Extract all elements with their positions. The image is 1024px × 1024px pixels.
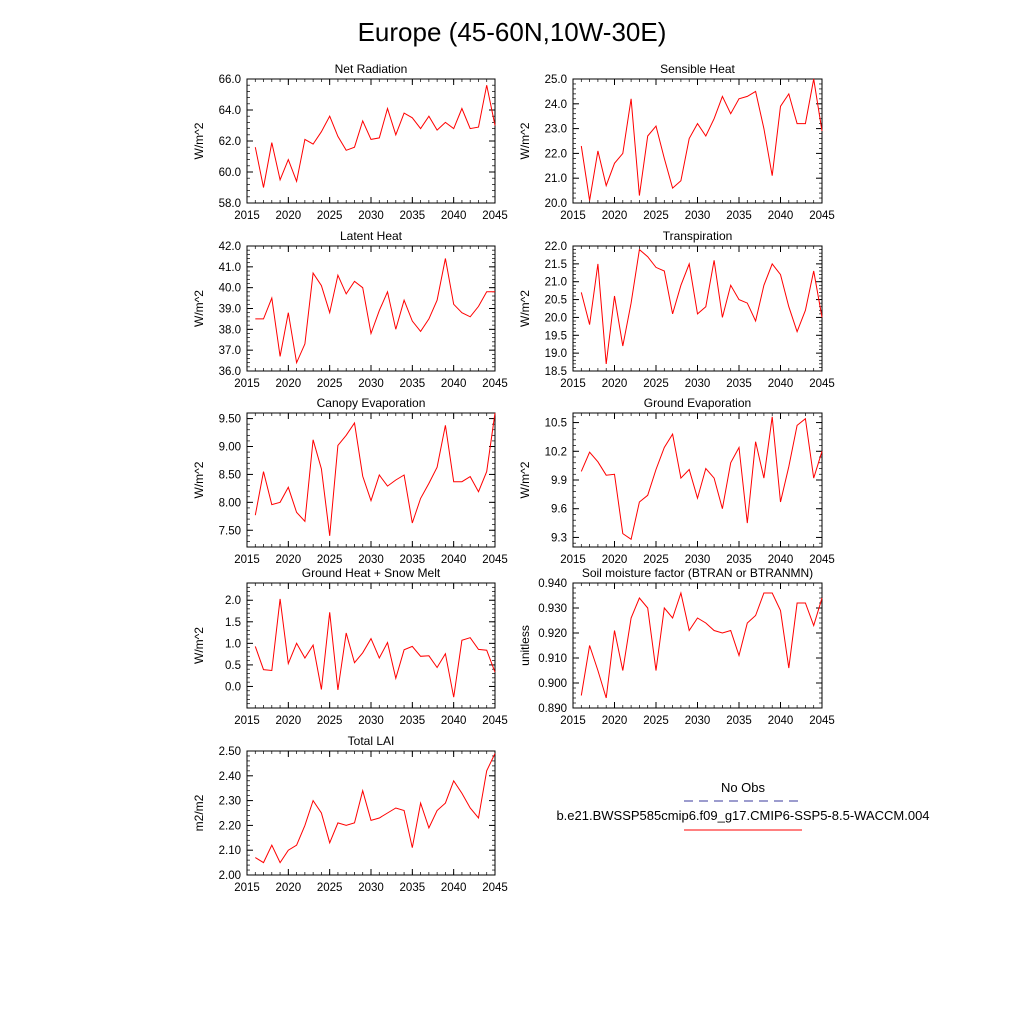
x-tick-label: 2035 <box>726 378 752 390</box>
legend-obs-label: No Obs <box>720 780 766 795</box>
y-tick-label: 10.5 <box>544 417 567 430</box>
x-tick-label: 2015 <box>560 715 586 727</box>
x-tick-label: 2030 <box>684 378 711 390</box>
y-tick-label: 40.0 <box>218 282 241 295</box>
y-tick-label: 7.50 <box>218 525 241 538</box>
y-tick-label: 2.40 <box>218 770 241 783</box>
x-tick-label: 2025 <box>643 210 669 222</box>
y-tick-label: 10.2 <box>544 446 567 459</box>
x-tick-label: 2030 <box>358 882 384 894</box>
x-tick-label: 2025 <box>316 715 343 727</box>
y-tick-label: 19.0 <box>544 348 567 361</box>
x-tick-label: 2040 <box>767 554 794 566</box>
x-tick-label: 2035 <box>399 882 426 894</box>
y-tick-label: 0.890 <box>538 703 567 715</box>
y-tick-label: 19.5 <box>544 330 567 343</box>
y-tick-label: 8.00 <box>218 497 241 510</box>
y-axis-label: W/m^2 <box>192 122 206 160</box>
panel-title: Sensible Heat <box>660 62 735 76</box>
x-tick-label: 2035 <box>399 210 426 222</box>
x-tick-label: 2025 <box>316 554 343 566</box>
x-tick-label: 2045 <box>482 715 508 727</box>
y-tick-label: 9.3 <box>551 532 567 545</box>
x-tick-label: 2020 <box>601 715 628 727</box>
x-tick-label: 2045 <box>482 378 508 390</box>
y-tick-label: 62.0 <box>218 136 241 148</box>
panel-title: Total LAI <box>347 734 395 748</box>
x-tick-label: 2040 <box>440 715 467 727</box>
y-tick-label: 37.0 <box>218 345 241 358</box>
x-tick-label: 2025 <box>316 378 343 390</box>
x-tick-label: 2035 <box>399 715 426 727</box>
panel-title: Net Radiation <box>334 62 408 76</box>
x-tick-label: 2020 <box>275 715 302 727</box>
y-tick-label: 22.0 <box>544 148 567 161</box>
x-tick-label: 2015 <box>234 715 260 727</box>
x-tick-label: 2025 <box>643 378 669 390</box>
x-tick-label: 2035 <box>726 554 752 566</box>
panel-title: Ground Heat + Snow Melt <box>301 566 441 580</box>
x-tick-label: 2045 <box>482 554 508 566</box>
y-tick-label: 21.0 <box>544 276 567 289</box>
panel-title: Canopy Evaporation <box>316 396 426 410</box>
y-axis-label: W/m^2 <box>518 290 532 327</box>
y-tick-label: 60.0 <box>218 167 241 179</box>
y-tick-label: 0.920 <box>538 628 567 640</box>
x-tick-label: 2035 <box>399 554 426 566</box>
x-tick-label: 2015 <box>560 554 586 566</box>
y-axis-label: W/m^2 <box>192 627 206 664</box>
y-tick-label: 9.50 <box>218 413 241 426</box>
y-tick-label: 66.0 <box>218 74 241 86</box>
y-tick-label: 0.910 <box>538 653 567 665</box>
y-tick-label: 0.5 <box>225 659 241 672</box>
x-tick-label: 2045 <box>809 210 835 222</box>
y-tick-label: 1.0 <box>225 638 241 651</box>
y-tick-label: 2.20 <box>218 820 241 833</box>
x-tick-label: 2020 <box>275 210 302 222</box>
y-tick-label: 42.0 <box>218 241 241 253</box>
y-tick-label: 21.0 <box>544 173 567 186</box>
y-tick-label: 20.0 <box>544 198 567 210</box>
x-tick-label: 2025 <box>316 210 343 222</box>
x-tick-label: 2045 <box>809 378 835 390</box>
x-tick-label: 2020 <box>275 882 302 894</box>
x-tick-label: 2045 <box>482 882 508 894</box>
x-tick-label: 2020 <box>275 378 302 390</box>
x-tick-label: 2015 <box>560 210 586 222</box>
y-tick-label: 0.900 <box>538 678 567 690</box>
y-tick-label: 20.5 <box>544 294 567 307</box>
y-tick-label: 1.5 <box>225 616 241 629</box>
x-tick-label: 2030 <box>358 210 384 222</box>
x-tick-label: 2035 <box>726 715 752 727</box>
x-tick-label: 2040 <box>440 378 467 390</box>
y-tick-label: 0.940 <box>538 578 567 590</box>
y-axis-label: W/m^2 <box>192 290 206 327</box>
x-tick-label: 2030 <box>684 210 711 222</box>
panel-title: Soil moisture factor (BTRAN or BTRANMN) <box>581 566 814 580</box>
x-tick-label: 2025 <box>316 882 343 894</box>
y-tick-label: 2.50 <box>218 746 241 758</box>
y-tick-label: 24.0 <box>544 98 567 111</box>
x-tick-label: 2030 <box>684 715 711 727</box>
y-tick-label: 64.0 <box>218 105 241 117</box>
x-tick-label: 2015 <box>234 378 260 390</box>
y-axis-label: m2/m2 <box>192 794 206 832</box>
panel-title: Latent Heat <box>339 229 403 243</box>
x-tick-label: 2040 <box>767 715 794 727</box>
y-tick-label: 36.0 <box>218 366 241 378</box>
y-tick-label: 18.5 <box>544 366 567 378</box>
x-tick-label: 2045 <box>809 715 835 727</box>
x-tick-label: 2015 <box>560 378 586 390</box>
y-tick-label: 25.0 <box>544 74 567 86</box>
y-tick-label: 20.0 <box>544 312 567 325</box>
y-tick-label: 22.0 <box>544 241 567 253</box>
y-tick-label: 2.10 <box>218 845 241 858</box>
x-tick-label: 2020 <box>601 210 628 222</box>
y-tick-label: 8.50 <box>218 469 241 482</box>
x-tick-label: 2040 <box>440 210 467 222</box>
x-tick-label: 2040 <box>767 378 794 390</box>
x-tick-label: 2020 <box>601 554 628 566</box>
x-tick-label: 2045 <box>809 554 835 566</box>
x-tick-label: 2035 <box>399 378 426 390</box>
y-tick-label: 41.0 <box>218 261 241 274</box>
y-tick-label: 58.0 <box>218 198 241 210</box>
x-tick-label: 2030 <box>358 378 384 390</box>
y-tick-label: 2.00 <box>218 870 241 882</box>
y-tick-label: 2.30 <box>218 795 241 808</box>
x-tick-label: 2030 <box>358 554 384 566</box>
x-tick-label: 2030 <box>684 554 711 566</box>
y-tick-label: 23.0 <box>544 123 567 136</box>
x-tick-label: 2025 <box>643 715 669 727</box>
x-tick-label: 2030 <box>358 715 384 727</box>
x-tick-label: 2015 <box>234 882 260 894</box>
y-tick-label: 9.6 <box>551 503 567 516</box>
figure-title: Europe (45-60N,10W-30E) <box>357 17 667 47</box>
y-tick-label: 0.0 <box>225 681 241 694</box>
y-tick-label: 9.9 <box>551 475 567 487</box>
y-tick-label: 2.0 <box>225 595 241 608</box>
x-tick-label: 2015 <box>234 210 260 222</box>
x-tick-label: 2020 <box>275 554 302 566</box>
panel-title: Ground Evaporation <box>643 396 752 410</box>
x-tick-label: 2025 <box>643 554 669 566</box>
y-axis-label: W/m^2 <box>518 461 532 499</box>
panel-title: Transpiration <box>662 229 733 243</box>
x-tick-label: 2015 <box>234 554 260 566</box>
y-tick-label: 9.00 <box>218 441 241 454</box>
legend-model-label: b.e21.BWSSP585cmip6.f09_g17.CMIP6-SSP5-8.5-WACCM.004 <box>556 808 930 823</box>
y-axis-label: W/m^2 <box>192 461 206 499</box>
y-tick-label: 21.5 <box>544 258 567 271</box>
y-tick-label: 0.930 <box>538 603 567 615</box>
y-tick-label: 38.0 <box>218 324 241 337</box>
x-tick-label: 2035 <box>726 210 752 222</box>
x-tick-label: 2045 <box>482 210 508 222</box>
x-tick-label: 2020 <box>601 378 628 390</box>
y-tick-label: 39.0 <box>218 303 241 316</box>
y-axis-label: unitless <box>518 625 532 666</box>
x-tick-label: 2040 <box>440 882 467 894</box>
x-tick-label: 2040 <box>767 210 794 222</box>
y-axis-label: W/m^2 <box>518 122 532 160</box>
x-tick-label: 2040 <box>440 554 467 566</box>
